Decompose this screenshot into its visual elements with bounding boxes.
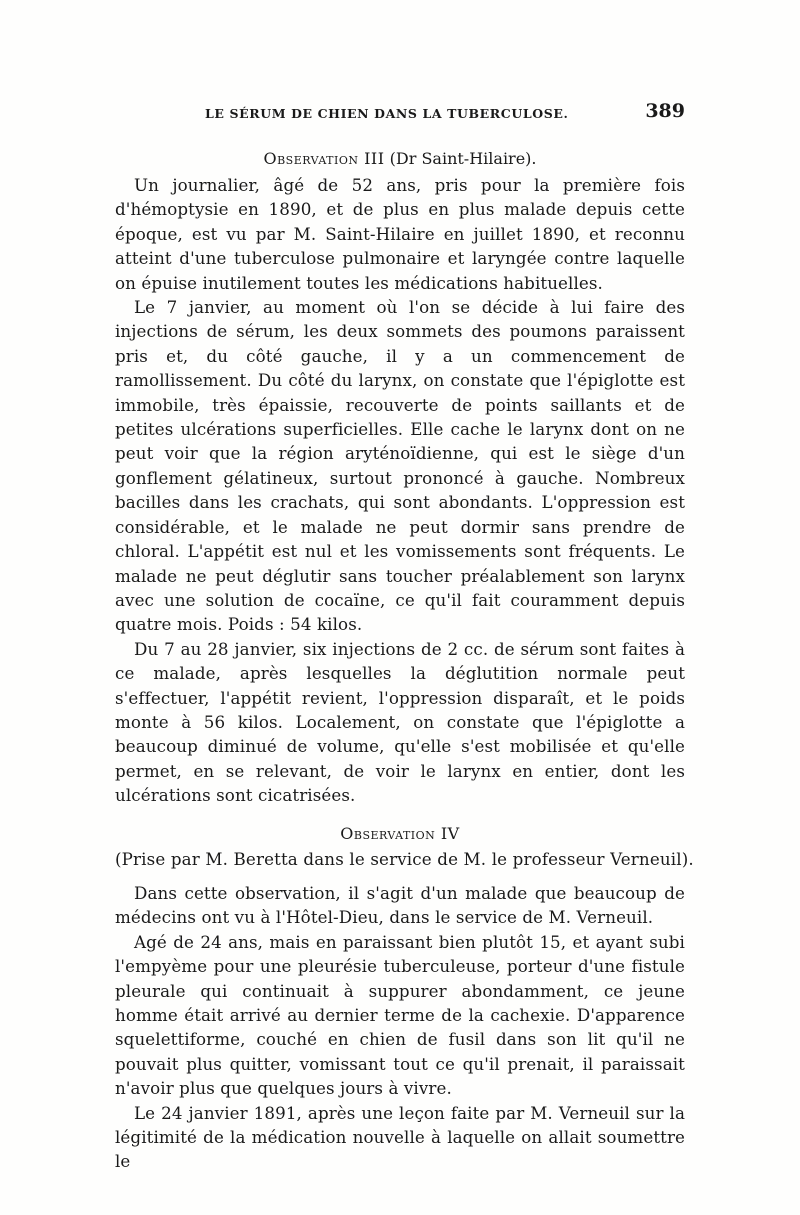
observation-4-paragraph-3: Le 24 janvier 1891, après une leçon faite par M. Verneuil sur la légitimité de la médication nouvelle à laquelle on allait soumettre le — [115, 1102, 685, 1172]
observation-4-heading — [115, 820, 685, 847]
observation-4-paragraph-2: Agé de 24 ans, mais en paraissant bien plutôt 15, et ayant subi l'empyème pour une pleurésie tuberculeuse, porteur d'une fistule pleurale qui continuait à suppurer abondamment, ce jeune homme était arrivé au dernier terme de la cachexie. D'apparence squelettiforme, couché en chien de fusil dans son lit qu'il ne pouvait plus quitter, vomissant tout ce qu'il prenait, il paraissait n'avoir plus que quelques jours à vivre. — [115, 931, 685, 1099]
page-number: 389 — [645, 100, 685, 122]
observation-4-label: Observation IV — [340, 823, 460, 843]
observation-4-subheading: (Prise par M. Beretta dans le service de M. le professeur Verneuil). — [115, 848, 694, 869]
observation-3-paragraph-2: Le 7 janvier, au moment où l'on se décide à lui faire des injections de sérum, les deux sommets des poumons paraissent pris et, du côté gauche, il y a un commencement de ramollissement. Du côté du larynx, on constate que l'épiglotte est immobile, très épaissie, recouverte de points saillants et de petites ulcérations superficielles. Elle cache le larynx dont on ne peut voir que la région aryténoïdienne, qui est le siège d'un gonflement gélatineux, surtout prononcé à gauche. Nombreux bacilles dans les crachats, qui sont abondants. L'oppression est considérable, et le malade ne peut dormir sans prendre de chloral. L'appétit est nul et les vomissements sont fréquents. Le malade ne peut déglutir sans toucher préalablement son larynx avec une solution de cocaïne, ce qu'il fait couramment depuis quatre mois. Poids : 54 kilos. — [115, 297, 685, 635]
observation-3-heading — [115, 145, 685, 173]
running-title: LE SÉRUM DE CHIEN DANS LA TUBERCULOSE. — [205, 106, 569, 121]
observation-3-paragraph-3: Du 7 au 28 janvier, six injections de 2 cc. de sérum sont faites à ce malade, après lesquelles la déglutition normale peut s'effectuer, l'appétit revient, l'oppression disparaît, et le poids monte à 56 kilos. Localement, on constate que l'épiglotte a beaucoup diminué de volume, qu'elle s'est mobilisée et qu'elle permet, en se relevant, de voir le larynx en entier, dont les ulcérations sont cicatrisées. — [115, 638, 685, 806]
observation-4-paragraph-1: Dans cette observation, il s'agit d'un malade que beaucoup de médecins ont vu à l'Hôtel-Dieu, dans le service de M. Verneuil. — [115, 882, 685, 928]
observation-3-author: (Dr Saint-Hilaire). — [384, 149, 537, 168]
observation-3-label: Observation III — [263, 149, 385, 168]
running-head — [115, 100, 685, 128]
body-text — [115, 145, 694, 1174]
observation-3-paragraph-1: Un journalier, âgé de 52 ans, pris pour la première fois d'hémoptysie en 1890, et de plus en plus malade depuis cette époque, est vu par M. Saint-Hilaire en juillet 1890, et reconnu atteint d'une tuberculose pulmonaire et laryngée contre laquelle on épuise inutilement toutes les médications habituelles. — [115, 175, 685, 293]
